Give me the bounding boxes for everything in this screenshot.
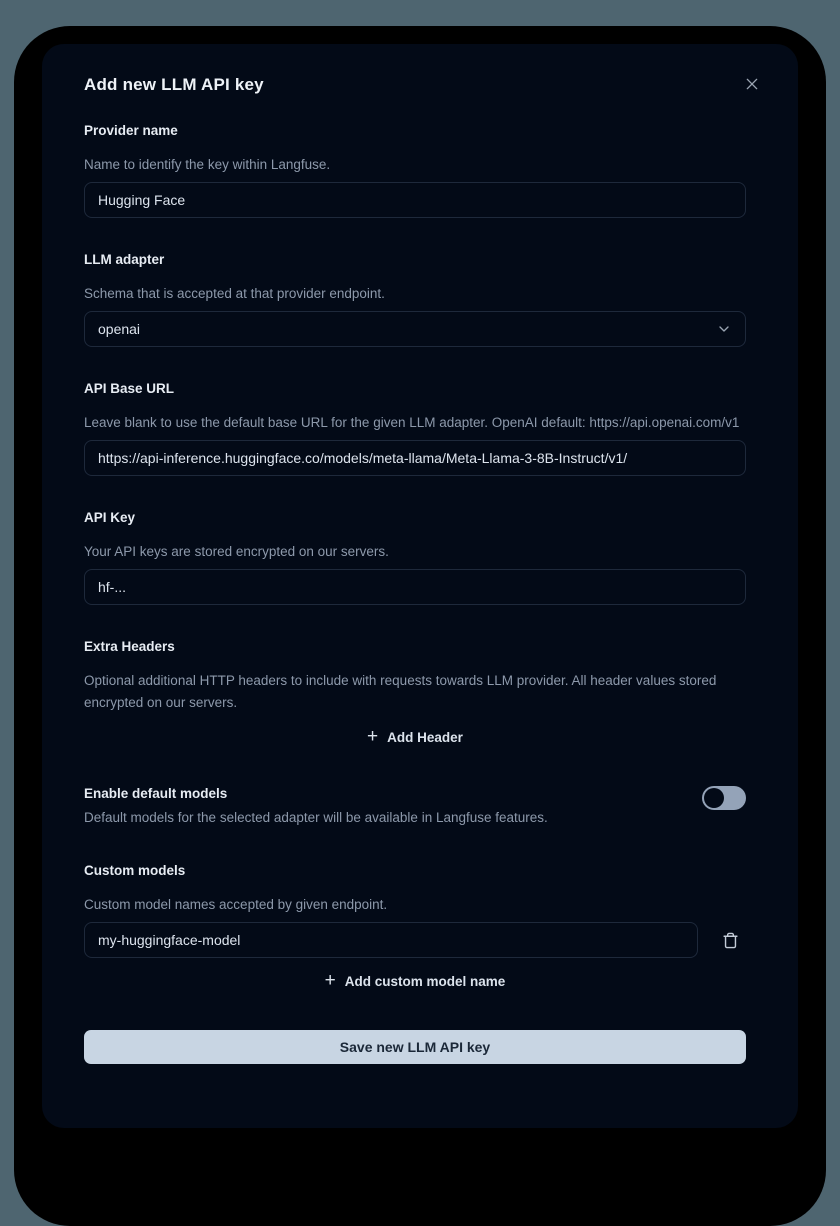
enable-default-models-description: Default models for the selected adapter will be available in Langfuse features.	[84, 810, 548, 825]
chevron-down-icon	[716, 321, 732, 337]
provider-name-input[interactable]	[84, 182, 746, 218]
add-llm-api-key-dialog	[42, 44, 798, 1128]
trash-icon	[722, 932, 739, 949]
custom-model-name-input[interactable]	[84, 922, 698, 958]
custom-models-label: Custom models	[84, 863, 186, 878]
llm-adapter-label: LLM adapter	[84, 252, 165, 267]
close-icon	[744, 76, 760, 92]
custom-models-description: Custom model names accepted by given endpoint.	[84, 897, 388, 912]
api-key-field	[84, 509, 746, 605]
custom-models-field	[84, 862, 746, 996]
enable-default-models-field	[84, 785, 746, 829]
llm-adapter-description: Schema that is accepted at that provider endpoint.	[84, 286, 385, 301]
api-base-url-description: Leave blank to use the default base URL for the given LLM adapter. OpenAI default: https://api.openai.com/v1	[84, 415, 740, 430]
api-base-url-label: API Base URL	[84, 381, 175, 396]
extra-headers-field	[84, 638, 746, 752]
dialog-header	[84, 72, 746, 98]
add-custom-model-button-label: Add custom model name	[344, 973, 506, 989]
enable-default-models-toggle[interactable]	[702, 786, 746, 810]
add-custom-model-button[interactable]	[311, 966, 520, 996]
provider-name-description: Name to identify the key within Langfuse.	[84, 157, 331, 172]
llm-adapter-select[interactable]	[84, 311, 746, 347]
api-key-label: API Key	[84, 510, 136, 525]
custom-model-row	[84, 922, 746, 958]
llm-adapter-selected-value: openai	[98, 321, 141, 337]
extra-headers-description: Optional additional HTTP headers to include with requests towards LLM provider. All header values stored encrypted on our servers.	[84, 673, 717, 710]
provider-name-label: Provider name	[84, 123, 178, 138]
enable-default-models-label: Enable default models	[84, 786, 228, 801]
api-base-url-input[interactable]	[84, 440, 746, 476]
api-key-description: Your API keys are stored encrypted on our servers.	[84, 544, 389, 559]
save-llm-api-key-button[interactable]: Save new LLM API key	[84, 1030, 746, 1064]
extra-headers-label: Extra Headers	[84, 639, 175, 654]
plus-icon: +	[367, 725, 379, 747]
add-header-button-label: Add Header	[387, 729, 463, 745]
toggle-knob	[704, 788, 724, 808]
llm-adapter-field	[84, 251, 746, 347]
dialog-title: Add new LLM API key	[84, 75, 264, 94]
api-key-input[interactable]	[84, 569, 746, 605]
plus-icon: +	[324, 969, 336, 991]
add-header-button[interactable]	[353, 722, 477, 752]
close-button[interactable]	[740, 72, 764, 96]
api-base-url-field	[84, 380, 746, 476]
provider-name-field	[84, 122, 746, 218]
delete-custom-model-button[interactable]	[714, 924, 746, 956]
